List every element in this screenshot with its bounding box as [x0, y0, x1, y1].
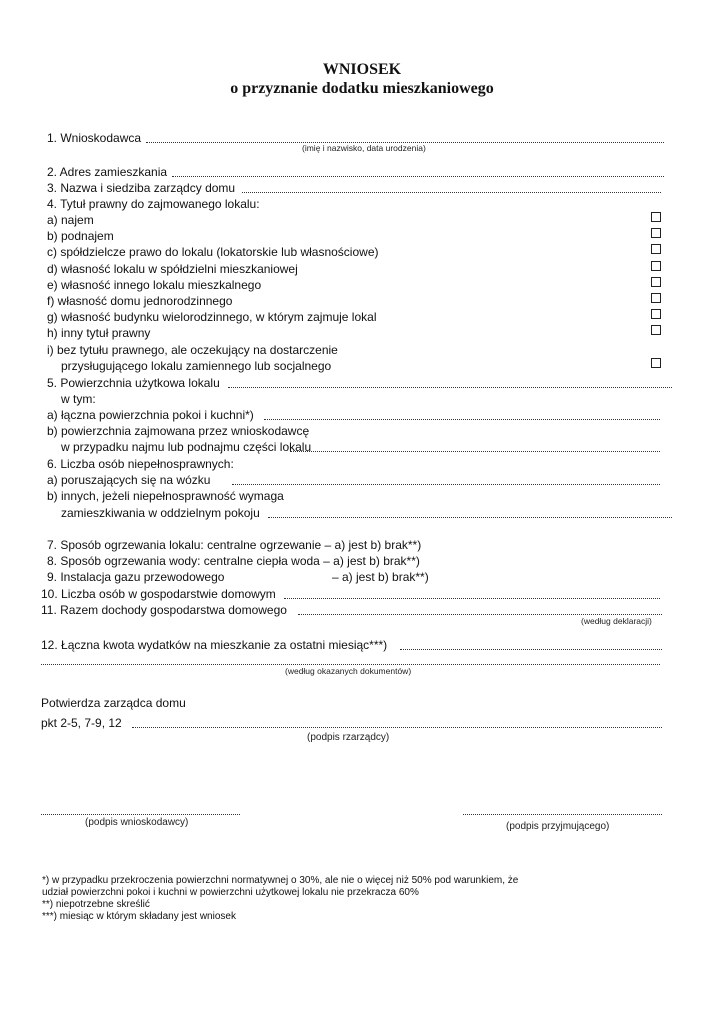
wheelchair-label: a) poruszających się na wózku [47, 473, 211, 487]
heating-label: 7. Sposób ogrzewania lokalu: centralne ogrzewanie – a) jest b) brak**) [47, 538, 422, 552]
household-size-field[interactable] [284, 597, 660, 599]
other-disabled-field[interactable] [268, 516, 672, 518]
footnote-1: *) w przypadku przekroczenia powierzchni normatywnej o 30%, ale nie o więcej niż 50% pod warunkiem, że [42, 875, 519, 886]
option-g-checkbox[interactable] [651, 309, 661, 319]
option-i-label: i) bez tytułu prawnego, ale oczekujący na dostarczenie [47, 343, 338, 357]
other-disabled-label: b) innych, jeżeli niepełnosprawność wymaga [47, 489, 284, 503]
option-f-label: f) własność domu jednorodzinnego [47, 294, 233, 308]
occupied-area-field[interactable] [290, 450, 660, 452]
option-d-checkbox[interactable] [651, 261, 661, 271]
footnote-3: ***) miesiąc w którym składany jest wniosek [42, 911, 236, 922]
option-b-checkbox[interactable] [651, 228, 661, 238]
area-field[interactable] [228, 386, 672, 388]
applicant-label: 1. Wnioskodawca [47, 131, 142, 145]
footnote-1-cont: udział powierzchni pokoi i kuchni w powierzchni użytkowej lokalu nie przekracza 60% [42, 887, 419, 898]
option-c-label: c) spółdzielcze prawo do lokalu (lokatorskie lub własnościowe) [47, 245, 379, 259]
expenses-note: (według okazanych dokumentów) [285, 666, 412, 676]
footnote-2: **) niepotrzebne skreślić [42, 899, 150, 910]
manager-signature-field[interactable] [132, 726, 662, 728]
option-c-checkbox[interactable] [651, 244, 661, 254]
applicant-note: (imię i nazwisko, data urodzenia) [302, 143, 426, 153]
other-disabled-label-cont: zamieszkiwania w oddzielnym pokoju [61, 506, 260, 520]
area-sub-label: w tym: [61, 392, 96, 406]
address-label: 2. Adres zamieszkania [47, 165, 168, 179]
gas-label: 9. Instalacja gazu przewodowego [47, 570, 225, 584]
area-label: 5. Powierzchnia użytkowa lokalu [47, 376, 220, 390]
form-title: WNIOSEK [322, 61, 402, 78]
occupied-area-label: b) powierzchnia zajmowana przez wnioskodawcę [47, 424, 310, 438]
option-e-checkbox[interactable] [651, 277, 661, 287]
option-h-label: h) inny tytuł prawny [47, 326, 151, 340]
option-f-checkbox[interactable] [651, 293, 661, 303]
disabled-label: 6. Liczba osób niepełnosprawnych: [47, 457, 234, 471]
rooms-area-field[interactable] [264, 418, 660, 420]
receiver-signature-note: (podpis przyjmującego) [506, 821, 610, 832]
expenses-label: 12. Łączna kwota wydatków na mieszkanie za ostatni miesiąc***) [41, 638, 388, 652]
receiver-signature-field[interactable] [463, 813, 662, 815]
wheelchair-field[interactable] [232, 483, 660, 485]
option-a-label: a) najem [47, 213, 94, 227]
income-field[interactable] [298, 613, 662, 615]
household-size-label: 10. Liczba osób w gospodarstwie domowym [41, 587, 276, 601]
option-i-checkbox[interactable] [651, 358, 661, 368]
option-a-checkbox[interactable] [651, 212, 661, 222]
gas-options: – a) jest b) brak**) [332, 570, 429, 584]
option-i-label-cont: przysługującego lokalu zamiennego lub socjalnego [61, 359, 332, 373]
form-subtitle: o przyznanie dodatku mieszkaniowego [230, 80, 494, 97]
expenses-field-cont[interactable] [41, 663, 660, 665]
manager-confirm-label: Potwierdza zarządca domu [41, 696, 186, 710]
rooms-area-label: a) łączna powierzchnia pokoi i kuchni*) [47, 408, 254, 422]
income-label: 11. Razem dochody gospodarstwa domowego [41, 603, 287, 617]
manager-signature-note: (podpis rzarządcy) [307, 732, 390, 743]
option-h-checkbox[interactable] [651, 325, 661, 335]
manager-label: 3. Nazwa i siedziba zarządcy domu [47, 181, 236, 195]
applicant-signature-field[interactable] [41, 813, 240, 815]
expenses-field[interactable] [400, 648, 662, 650]
water-heating-label: 8. Sposób ogrzewania wody: centralne ciepła woda – a) jest b) brak**) [47, 554, 420, 568]
occupied-area-label-cont: w przypadku najmu lub podnajmu części lokalu [61, 440, 312, 454]
option-g-label: g) własność budynku wielorodzinnego, w którym zajmuje lokal [47, 310, 377, 324]
option-d-label: d) własność lokalu w spółdzielni mieszkaniowej [47, 262, 298, 276]
option-e-label: e) własność innego lokalu mieszkalnego [47, 278, 262, 292]
option-b-label: b) podnajem [47, 229, 114, 243]
address-field[interactable] [172, 175, 664, 177]
manager-confirm-points: pkt 2-5, 7-9, 12 [41, 716, 122, 730]
income-note: (według deklaracji) [581, 616, 652, 626]
legal-title-label: 4. Tytuł prawny do zajmowanego lokalu: [47, 197, 260, 211]
applicant-signature-note: (podpis wnioskodawcy) [85, 817, 189, 828]
manager-field[interactable] [242, 191, 661, 193]
